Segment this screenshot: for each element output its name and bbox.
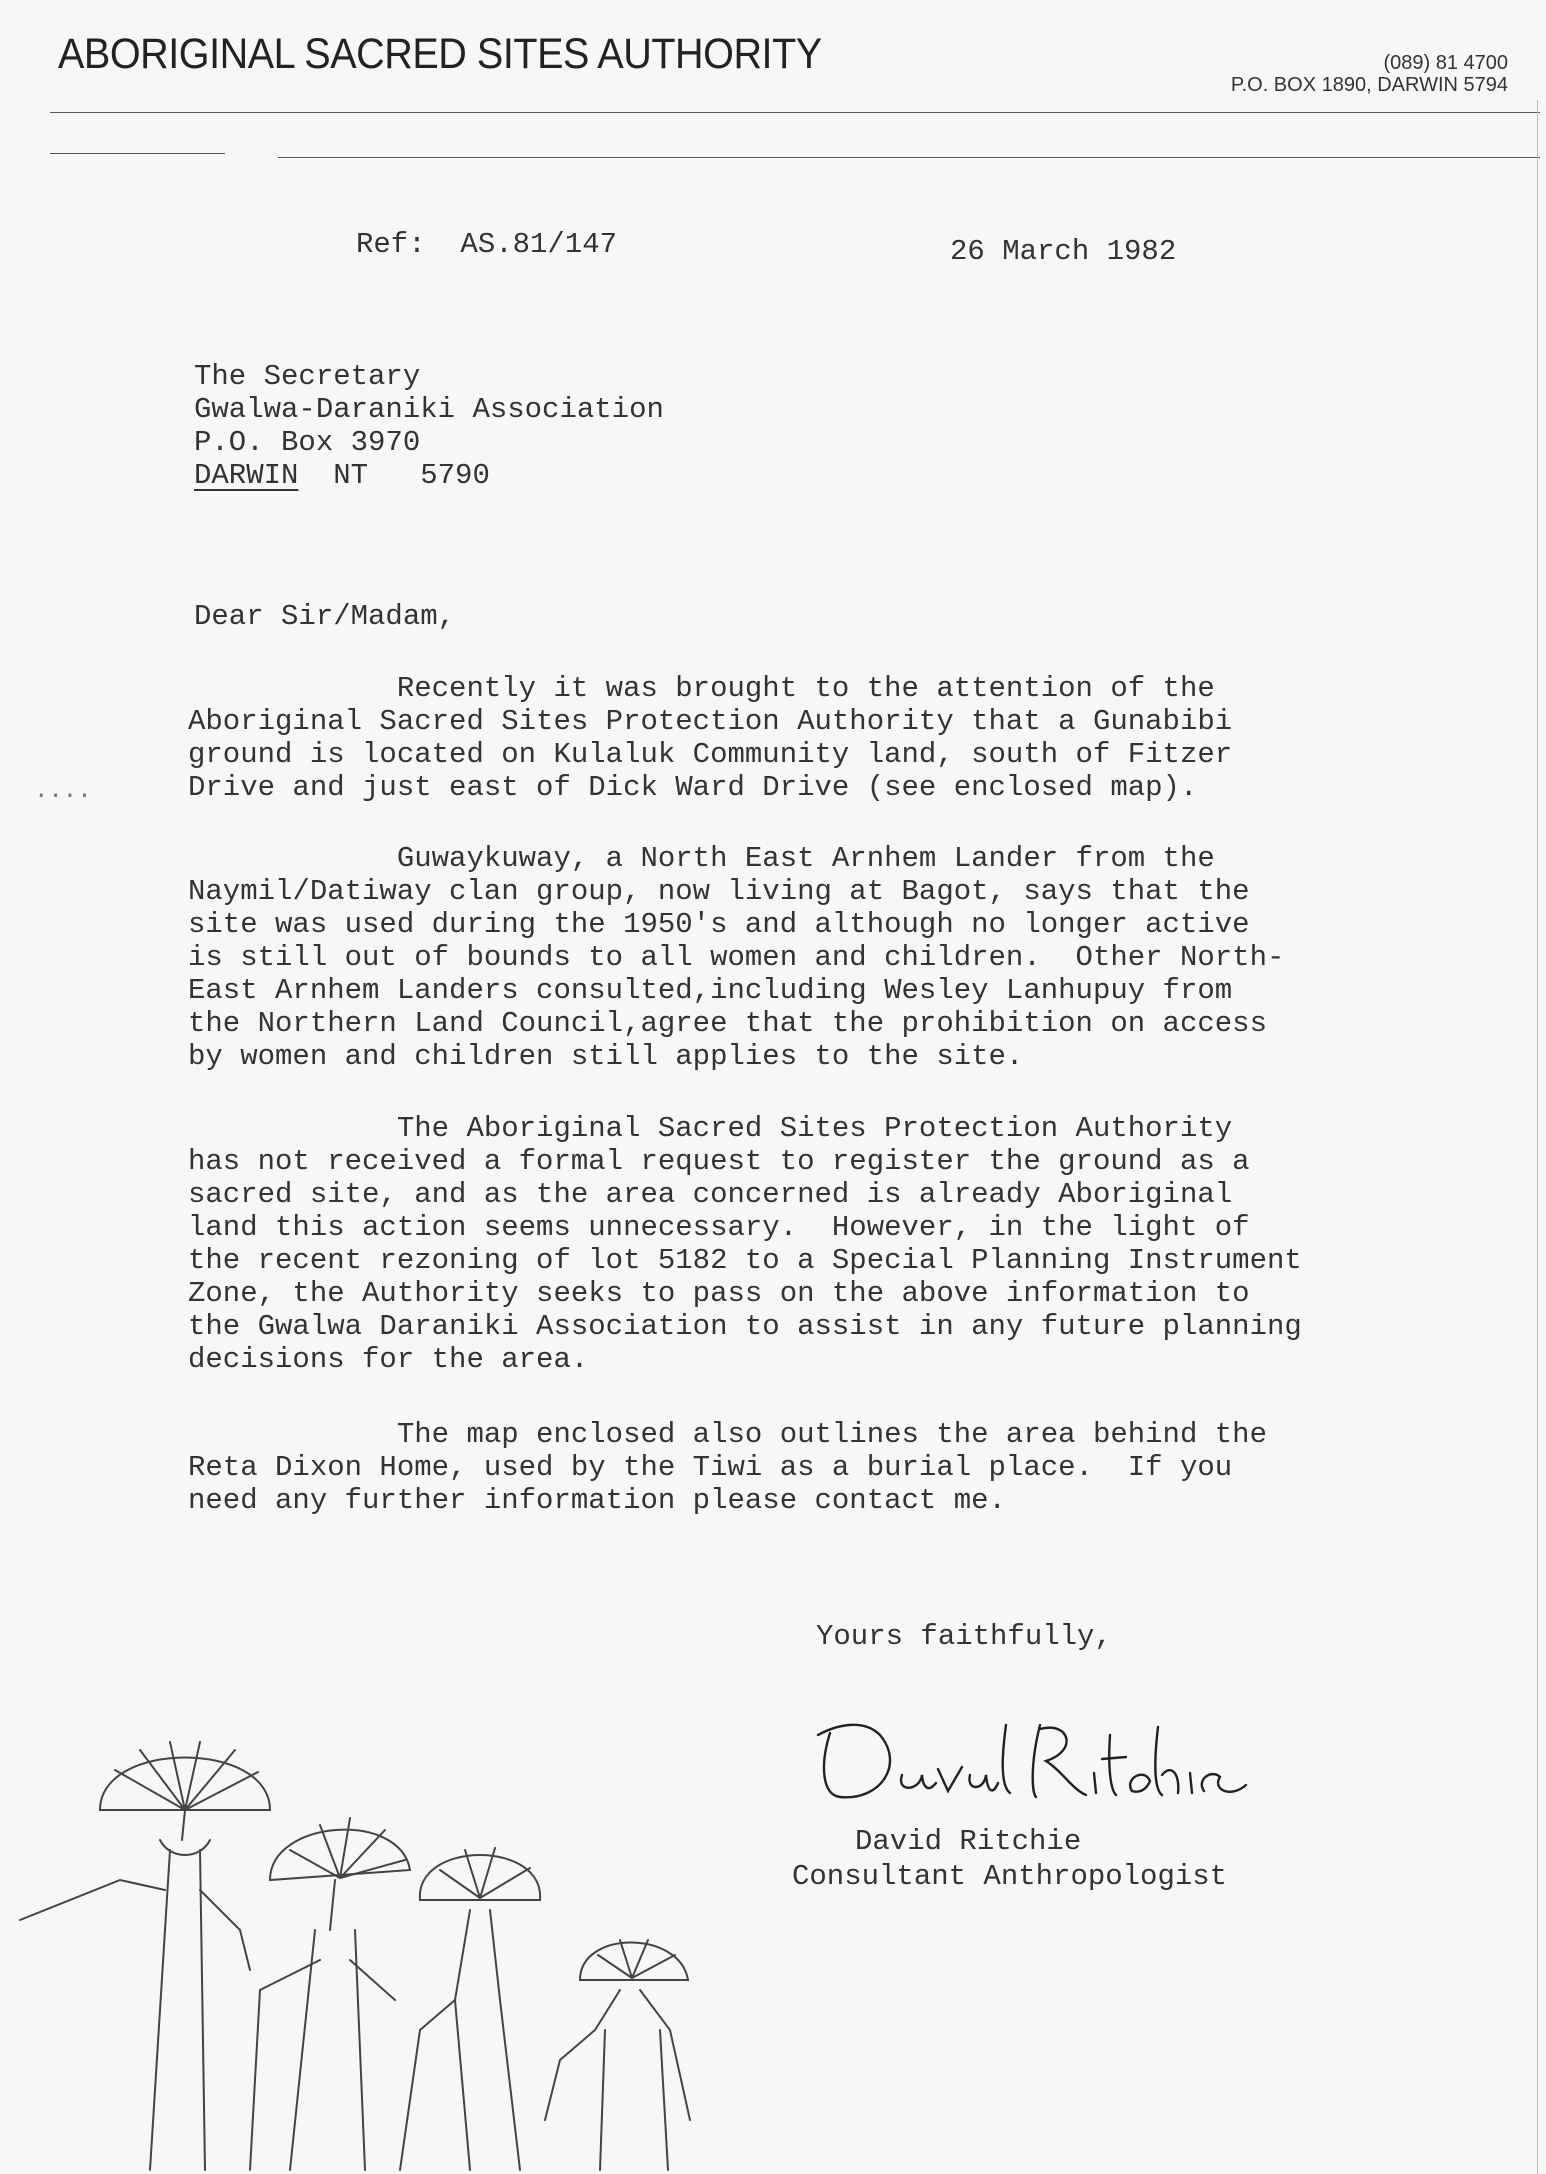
paragraph-line: The map enclosed also outlines the area behind the <box>188 1418 1267 1451</box>
organization-name: ABORIGINAL SACRED SITES AUTHORITY <box>58 30 822 78</box>
postal-address: P.O. BOX 1890, DARWIN 5794 <box>1230 74 1508 96</box>
paragraph-line: by women and children still applies to the site. <box>188 1040 1024 1073</box>
paragraph-1 <box>188 672 1488 804</box>
paragraph-line: ground is located on Kulaluk Community land, south of Fitzer <box>188 738 1233 771</box>
paragraph-3 <box>188 1112 1488 1376</box>
signatory-title: Consultant Anthropologist <box>792 1860 1228 1893</box>
paragraph-line: Zone, the Authority seeks to pass on the above information to <box>188 1277 1250 1310</box>
signatory-name: David Ritchie <box>855 1825 1082 1858</box>
paragraph-line: site was used during the 1950's and although no longer active <box>188 908 1250 941</box>
paragraph-line: decisions for the area. <box>188 1343 589 1376</box>
paragraph-2 <box>188 842 1488 1073</box>
paragraph-4 <box>188 1418 1488 1517</box>
closing: Yours faithfully, <box>816 1620 1112 1653</box>
paragraph-line: The Aboriginal Sacred Sites Protection Authority <box>188 1112 1233 1145</box>
handwritten-signature <box>810 1705 1250 1815</box>
address-line: The Secretary <box>194 360 421 393</box>
signature-text: David Ritchie <box>810 1705 818 1706</box>
paragraph-line: land this action seems unnecessary. However, in the light of <box>188 1211 1250 1244</box>
address-city-line <box>194 459 664 492</box>
address-state-postcode: NT 5790 <box>298 459 490 492</box>
header-rule-left <box>50 153 225 154</box>
paragraph-line: Aboriginal Sacred Sites Protection Authority that a Gunabibi <box>188 705 1233 738</box>
paragraph-line: the recent rezoning of lot 5182 to a Special Planning Instrument <box>188 1244 1302 1277</box>
paragraph-line: East Arnhem Landers consulted,including Wesley Lanhupuy from <box>188 974 1233 1007</box>
paragraph-line: Drive and just east of Dick Ward Drive (see enclosed map). <box>188 771 1198 804</box>
letter-date: 26 March 1982 <box>950 235 1177 268</box>
paragraph-line: Guwaykuway, a North East Arnhem Lander from the <box>188 842 1215 875</box>
reference-number: Ref: AS.81/147 <box>356 228 618 261</box>
paragraph-line: Recently it was brought to the attention of the <box>188 672 1215 705</box>
paragraph-line: Naymil/Datiway clan group, now living at Bagot, says that the <box>188 875 1250 908</box>
paragraph-line: the Gwalwa Daraniki Association to assist in any future planning <box>188 1310 1302 1343</box>
header-rule-top <box>50 112 1540 113</box>
paragraph-line: Reta Dixon Home, used by the Tiwi as a burial place. If you <box>188 1451 1233 1484</box>
address-line: Gwalwa-Daraniki Association <box>194 393 664 426</box>
margin-marks: .... <box>34 778 92 805</box>
paragraph-line: is still out of bounds to all women and children. Other North- <box>188 941 1285 974</box>
phone-number: (089) 81 4700 <box>1383 52 1508 74</box>
paragraph-line: need any further information please contact me. <box>188 1484 1006 1517</box>
paragraph-line: the Northern Land Council,agree that the prohibition on access <box>188 1007 1267 1040</box>
header-rule-bottom <box>278 157 1540 158</box>
paragraph-line: sacred site, and as the area concerned is already Aboriginal <box>188 1178 1233 1211</box>
letterhead-contact <box>1231 52 1508 96</box>
paragraph-line: has not received a formal request to register the ground as a <box>188 1145 1250 1178</box>
address-line: P.O. Box 3970 <box>194 426 421 459</box>
address-city: DARWIN <box>194 459 299 492</box>
page-edge-line <box>1537 100 1538 2174</box>
salutation: Dear Sir/Madam, <box>194 600 456 633</box>
figures-line-drawing <box>0 1700 800 2174</box>
recipient-address <box>194 360 664 492</box>
